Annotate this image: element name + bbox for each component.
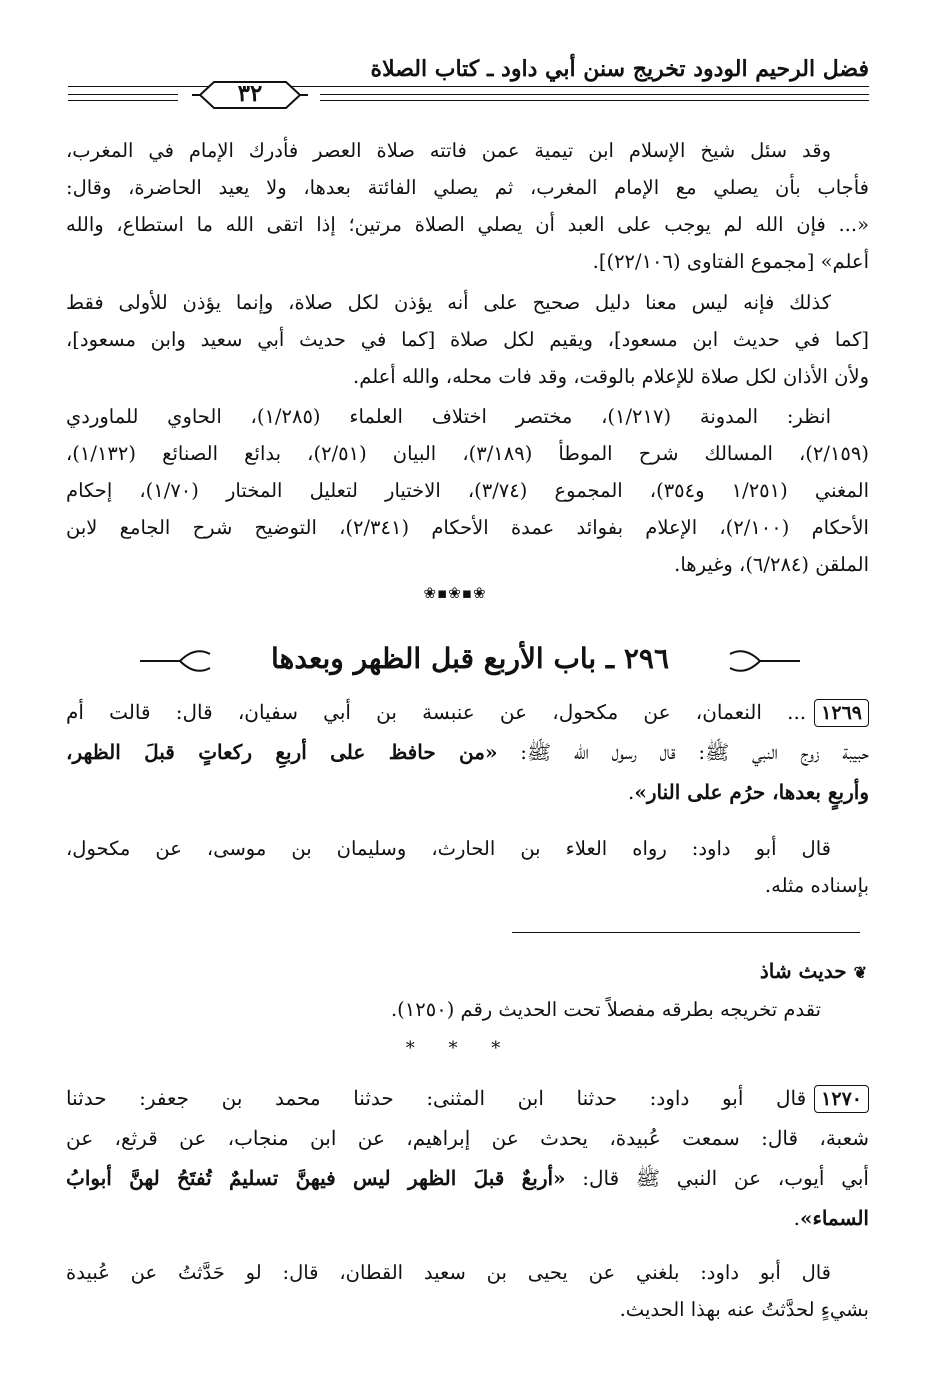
header-rule-right bbox=[320, 94, 869, 101]
text-line: ولأن الأذان لكل صلاة للإعلام بالوقت، وقد فات محله، والله أعلم. bbox=[353, 365, 869, 388]
hadith-matn: «من حافظ على أربعِ ركعاتٍ قبلَ الظهر، bbox=[66, 740, 498, 764]
text-line bbox=[66, 1158, 869, 1198]
grading-text: تقدم تخريجه بطرقه مفصلاً تحت الحديث رقم (١٢٥٠). bbox=[390, 998, 821, 1021]
text-line: فأجاب بأن يصلي مع الإمام المغرب، ثم يصلي الفائتة بعدها، ولا يعيد الحاضرة، وقال: bbox=[66, 176, 869, 199]
hadith-text: قال أبو داود: حدثنا ابن المثنى: حدثنا محمد بن جعفر: حدثنا bbox=[66, 1086, 807, 1110]
running-header-title: فضل الرحيم الودود تخريج سنن أبي داود ـ كتاب الصلاة bbox=[370, 56, 869, 82]
header-rule-top bbox=[68, 86, 869, 87]
text-line: [كما في حديث ابن مسعود]، ويقيم لكل صلاة [كما في حديث أبي سعيد وابن مسعود]، bbox=[66, 328, 869, 351]
text-line bbox=[66, 772, 869, 812]
section-ornament: ❀▪❀▪❀ bbox=[423, 584, 487, 602]
leaf-bullet-icon: ❦ bbox=[853, 963, 867, 982]
hadith-text: . bbox=[793, 1206, 800, 1230]
text-line: الأحكام (٢/١٠٠)، الإعلام بفوائد عمدة الأحكام (٢/٣٤١)، التوضيح شرح الجامع لابن bbox=[66, 516, 869, 539]
paragraph-adhan bbox=[66, 284, 869, 395]
paragraph-ibn-taymiyya bbox=[66, 132, 869, 280]
text-line bbox=[66, 1078, 869, 1118]
section-divider bbox=[512, 932, 860, 933]
text-line: كذلك فإنه ليس معنا دليل صحيح على أنه يؤذن لكل صلاة، وإنما يؤذن للأولى فقط bbox=[66, 291, 831, 314]
hadith-number: ١٢٧٠ bbox=[814, 1085, 869, 1113]
separator-stars: * * * bbox=[405, 1038, 515, 1059]
text-line bbox=[66, 732, 869, 772]
text-line: أعلم» [مجموع الفتاوى (٢٢/١٠٦)]. bbox=[592, 250, 869, 273]
chapter-title: ٢٩٦ ـ باب الأربع قبل الظهر وبعدها bbox=[271, 642, 669, 675]
text-line: وقد سئل شيخ الإسلام ابن تيمية عمن فاتته صلاة العصر فأدرك الإمام في المغرب، bbox=[66, 139, 831, 162]
hadith-1269 bbox=[66, 692, 869, 812]
text-line: انظر: المدونة (١/٢١٧)، مختصر اختلاف العلماء (١/٢٨٥)، الحاوي للماوردي bbox=[66, 405, 831, 428]
hadith-1270 bbox=[66, 1078, 869, 1238]
hadith-text: حبيبة زوج النبي ﷺ: قال رسول الله ﷺ: bbox=[497, 740, 870, 764]
header-rule-left bbox=[68, 94, 178, 101]
text-line bbox=[66, 692, 869, 732]
text-line: الملقن (٦/٢٨٤)، وغيرها. bbox=[674, 553, 869, 576]
abu-dawud-note-1269 bbox=[66, 830, 869, 904]
hadith-text: ... النعمان، عن مكحول، عن عنبسة بن أبي سفيان، قال: قالت أم bbox=[66, 700, 807, 724]
paragraph-references bbox=[66, 398, 869, 583]
text-line: بإسناده مثله. bbox=[764, 874, 869, 897]
hadith-text: أبي أيوب، عن النبي ﷺ قال: bbox=[565, 1166, 869, 1190]
text-line: «... فإن الله لم يوجب على العبد أن يصلي الصلاة مرتين؛ إذا اتقى الله ما استطاع، والله bbox=[66, 213, 869, 236]
text-line: بشيءٍ لحدَّثتُ عنه بهذا الحديث. bbox=[619, 1298, 869, 1321]
grading-label: حديث شاذ bbox=[759, 959, 847, 983]
abu-dawud-note-1270 bbox=[66, 1254, 869, 1328]
hadith-matn: السماء» bbox=[799, 1206, 869, 1230]
hadith-number: ١٢٦٩ bbox=[814, 699, 869, 727]
text-line: (٢/١٥٩)، المسالك شرح الموطأ (٣/١٨٩)، البيان (٢/٥١)، بدائع الصنائع (١/١٣٢)، bbox=[66, 442, 869, 465]
page-number: ٣٢ bbox=[237, 80, 263, 107]
chapter-heading bbox=[140, 636, 800, 686]
text-line: المغني (١/٢٥١ و٣٥٤)، المجموع (٣/٧٤)، الاختيار لتعليل المختار (١/٧٠)، إحكام bbox=[66, 479, 870, 502]
page-number-badge bbox=[190, 76, 310, 114]
hadith-matn: «أربعٌ قبلَ الظهر ليس فيهنَّ تسليمٌ تُفتَحُ لهنَّ أبوابُ bbox=[66, 1166, 566, 1190]
grading-heading bbox=[760, 955, 867, 989]
text-line: قال أبو داود: بلغني عن يحيى بن سعيد القطان، قال: لو حَدَّثتُ عن عُبيدة bbox=[66, 1261, 831, 1284]
text-line bbox=[66, 1198, 869, 1238]
hadith-text: . bbox=[627, 780, 635, 804]
hadith-matn: وأربعٍ بعدها، حرُم على النار» bbox=[634, 780, 869, 804]
text-line: قال أبو داود: رواه العلاء بن الحارث، وسليمان بن موسى، عن مكحول، bbox=[66, 837, 831, 860]
text-line: شعبة، قال: سمعت عُبيدة، يحدث عن إبراهيم، عن ابن منجاب، عن قرثع، عن bbox=[66, 1126, 869, 1150]
